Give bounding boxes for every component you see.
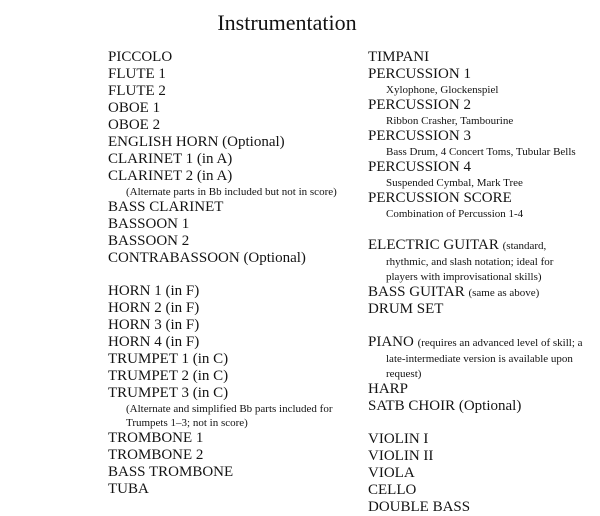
instrument-clarinet-1-in-a: [108, 151, 366, 168]
instrument-english-horn-optional: [108, 134, 366, 151]
instrument-label: VIOLA: [368, 465, 415, 481]
instrument-label: HORN 2 (in F): [108, 300, 200, 316]
instrument-horn-4-in-f: [108, 334, 366, 351]
instrument-label: TRUMPET 1 (in C): [108, 351, 229, 367]
instrument-label: DRUM SET: [368, 301, 444, 317]
instrumentation-column-right: [368, 49, 586, 516]
instrument-harp: [368, 381, 586, 398]
instrument-horn-2-in-f: [108, 300, 366, 317]
instrument-label: BASS CLARINET: [108, 199, 224, 215]
instrument-oboe-2: [108, 117, 366, 134]
instrument-trombone-1: [108, 430, 366, 447]
instrument-label: PICCOLO: [108, 49, 173, 65]
section-spacer: [368, 318, 586, 334]
instrument-label: BASS TROMBONE: [108, 464, 234, 480]
instrument-bass-clarinet: [108, 199, 366, 216]
instrument-clarinet-2-in-a: [108, 168, 366, 185]
instrument-horn-1-in-f: [108, 283, 366, 300]
instrument-percussion-1: [368, 66, 586, 83]
instrument-violin-i: [368, 431, 586, 448]
instrument-label: PERCUSSION 2: [368, 97, 471, 113]
instrument-label: TRUMPET 3 (in C): [108, 385, 229, 401]
instrument-label: HORN 4 (in F): [108, 334, 200, 350]
instrument-label: TUBA: [108, 481, 149, 497]
instrument-bass-guitar: [368, 284, 586, 301]
instrument-label: FLUTE 1: [108, 66, 166, 82]
section-spacer: [368, 221, 586, 237]
instrument-label: DOUBLE BASS: [368, 499, 471, 515]
instrument-horn-3-in-f: [108, 317, 366, 334]
instrument-flute-2: [108, 83, 366, 100]
instrument-tuba: [108, 481, 366, 498]
instrument-label: BASSOON 2: [108, 233, 190, 249]
instrument-percussion-score: [368, 190, 586, 207]
instrument-label: TIMPANI: [368, 49, 430, 65]
instrument-contrabassoon-optional: [108, 250, 366, 267]
instrument-label: ENGLISH HORN (Optional): [108, 134, 285, 150]
instrument-label: OBOE 1: [108, 100, 161, 116]
instrument-label: ELECTRIC GUITAR: [368, 237, 499, 253]
instrument-note: Xylophone, Glockenspiel: [386, 84, 499, 96]
instrument-inline-note: (standard, rhythmic, and slash notation; ideal for players with improvisational skills): [386, 240, 554, 283]
instrument-oboe-1: [108, 100, 366, 117]
instrument-piccolo: [108, 49, 366, 66]
instrument-note: Bass Drum, 4 Concert Toms, Tubular Bells: [386, 146, 576, 158]
instrument-inline-note: (requires an advanced level of skill; a late-intermediate version is available upon request): [386, 337, 583, 380]
instrument-trumpet-3-in-c: [108, 385, 366, 402]
instrument-timpani: [368, 49, 586, 66]
instrument-note: Suspended Cymbal, Mark Tree: [386, 177, 523, 189]
instrument-label: HORN 3 (in F): [108, 317, 200, 333]
instrument-label: CONTRABASSOON (Optional): [108, 250, 306, 266]
instrument-bassoon-1: [108, 216, 366, 233]
instrument-bassoon-2: [108, 233, 366, 250]
instrument-bass-trombone: [108, 464, 366, 481]
instrument-label: CELLO: [368, 482, 417, 498]
instrument-label: PERCUSSION 4: [368, 159, 471, 175]
instrument-trombone-2: [108, 447, 366, 464]
instrument-label: PERCUSSION 3: [368, 128, 471, 144]
instrument-note: Ribbon Crasher, Tambourine: [386, 115, 514, 127]
instrument-viola: [368, 465, 586, 482]
instrument-note: Combination of Percussion 1-4: [386, 208, 524, 220]
instrumentation-column-left: [108, 49, 366, 498]
instrument-label: VIOLIN II: [368, 448, 434, 464]
instrument-label: PIANO: [368, 334, 414, 350]
instrument-note: (Alternate parts in Bb included but not in score): [126, 186, 337, 198]
instrument-label: BASS GUITAR: [368, 284, 465, 300]
instrument-violin-ii: [368, 448, 586, 465]
instrument-percussion-3: [368, 128, 586, 145]
instrument-label: HARP: [368, 381, 409, 397]
instrument-inline-note: (same as above): [468, 287, 540, 299]
instrument-label: VIOLIN I: [368, 431, 429, 447]
page-title: Instrumentation: [217, 10, 357, 35]
instrument-drum-set: [368, 301, 586, 318]
instrument-label: PERCUSSION SCORE: [368, 190, 512, 206]
instrument-label: SATB CHOIR (Optional): [368, 398, 522, 414]
section-spacer: [368, 415, 586, 431]
instrument-satb-choir-optional: [368, 398, 586, 415]
instrument-percussion-2: [368, 97, 586, 114]
instrument-electric-guitar: [368, 237, 586, 284]
instrument-label: TROMBONE 1: [108, 430, 204, 446]
instrument-label: CLARINET 1 (in A): [108, 151, 233, 167]
instrument-label: FLUTE 2: [108, 83, 166, 99]
instrument-double-bass: [368, 499, 586, 516]
instrument-trumpet-1-in-c: [108, 351, 366, 368]
instrument-label: PERCUSSION 1: [368, 66, 471, 82]
instrument-label: OBOE 2: [108, 117, 161, 133]
instrument-flute-1: [108, 66, 366, 83]
instrument-trumpet-2-in-c: [108, 368, 366, 385]
instrument-label: TRUMPET 2 (in C): [108, 368, 229, 384]
instrument-label: BASSOON 1: [108, 216, 190, 232]
instrument-cello: [368, 482, 586, 499]
instrument-piano: [368, 334, 586, 381]
instrument-label: CLARINET 2 (in A): [108, 168, 233, 184]
instrument-note: (Alternate and simplified Bb parts included for Trumpets 1–3; not in score): [126, 403, 333, 429]
instrument-label: TROMBONE 2: [108, 447, 204, 463]
instrument-percussion-4: [368, 159, 586, 176]
section-spacer: [108, 267, 366, 283]
instrument-label: HORN 1 (in F): [108, 283, 200, 299]
